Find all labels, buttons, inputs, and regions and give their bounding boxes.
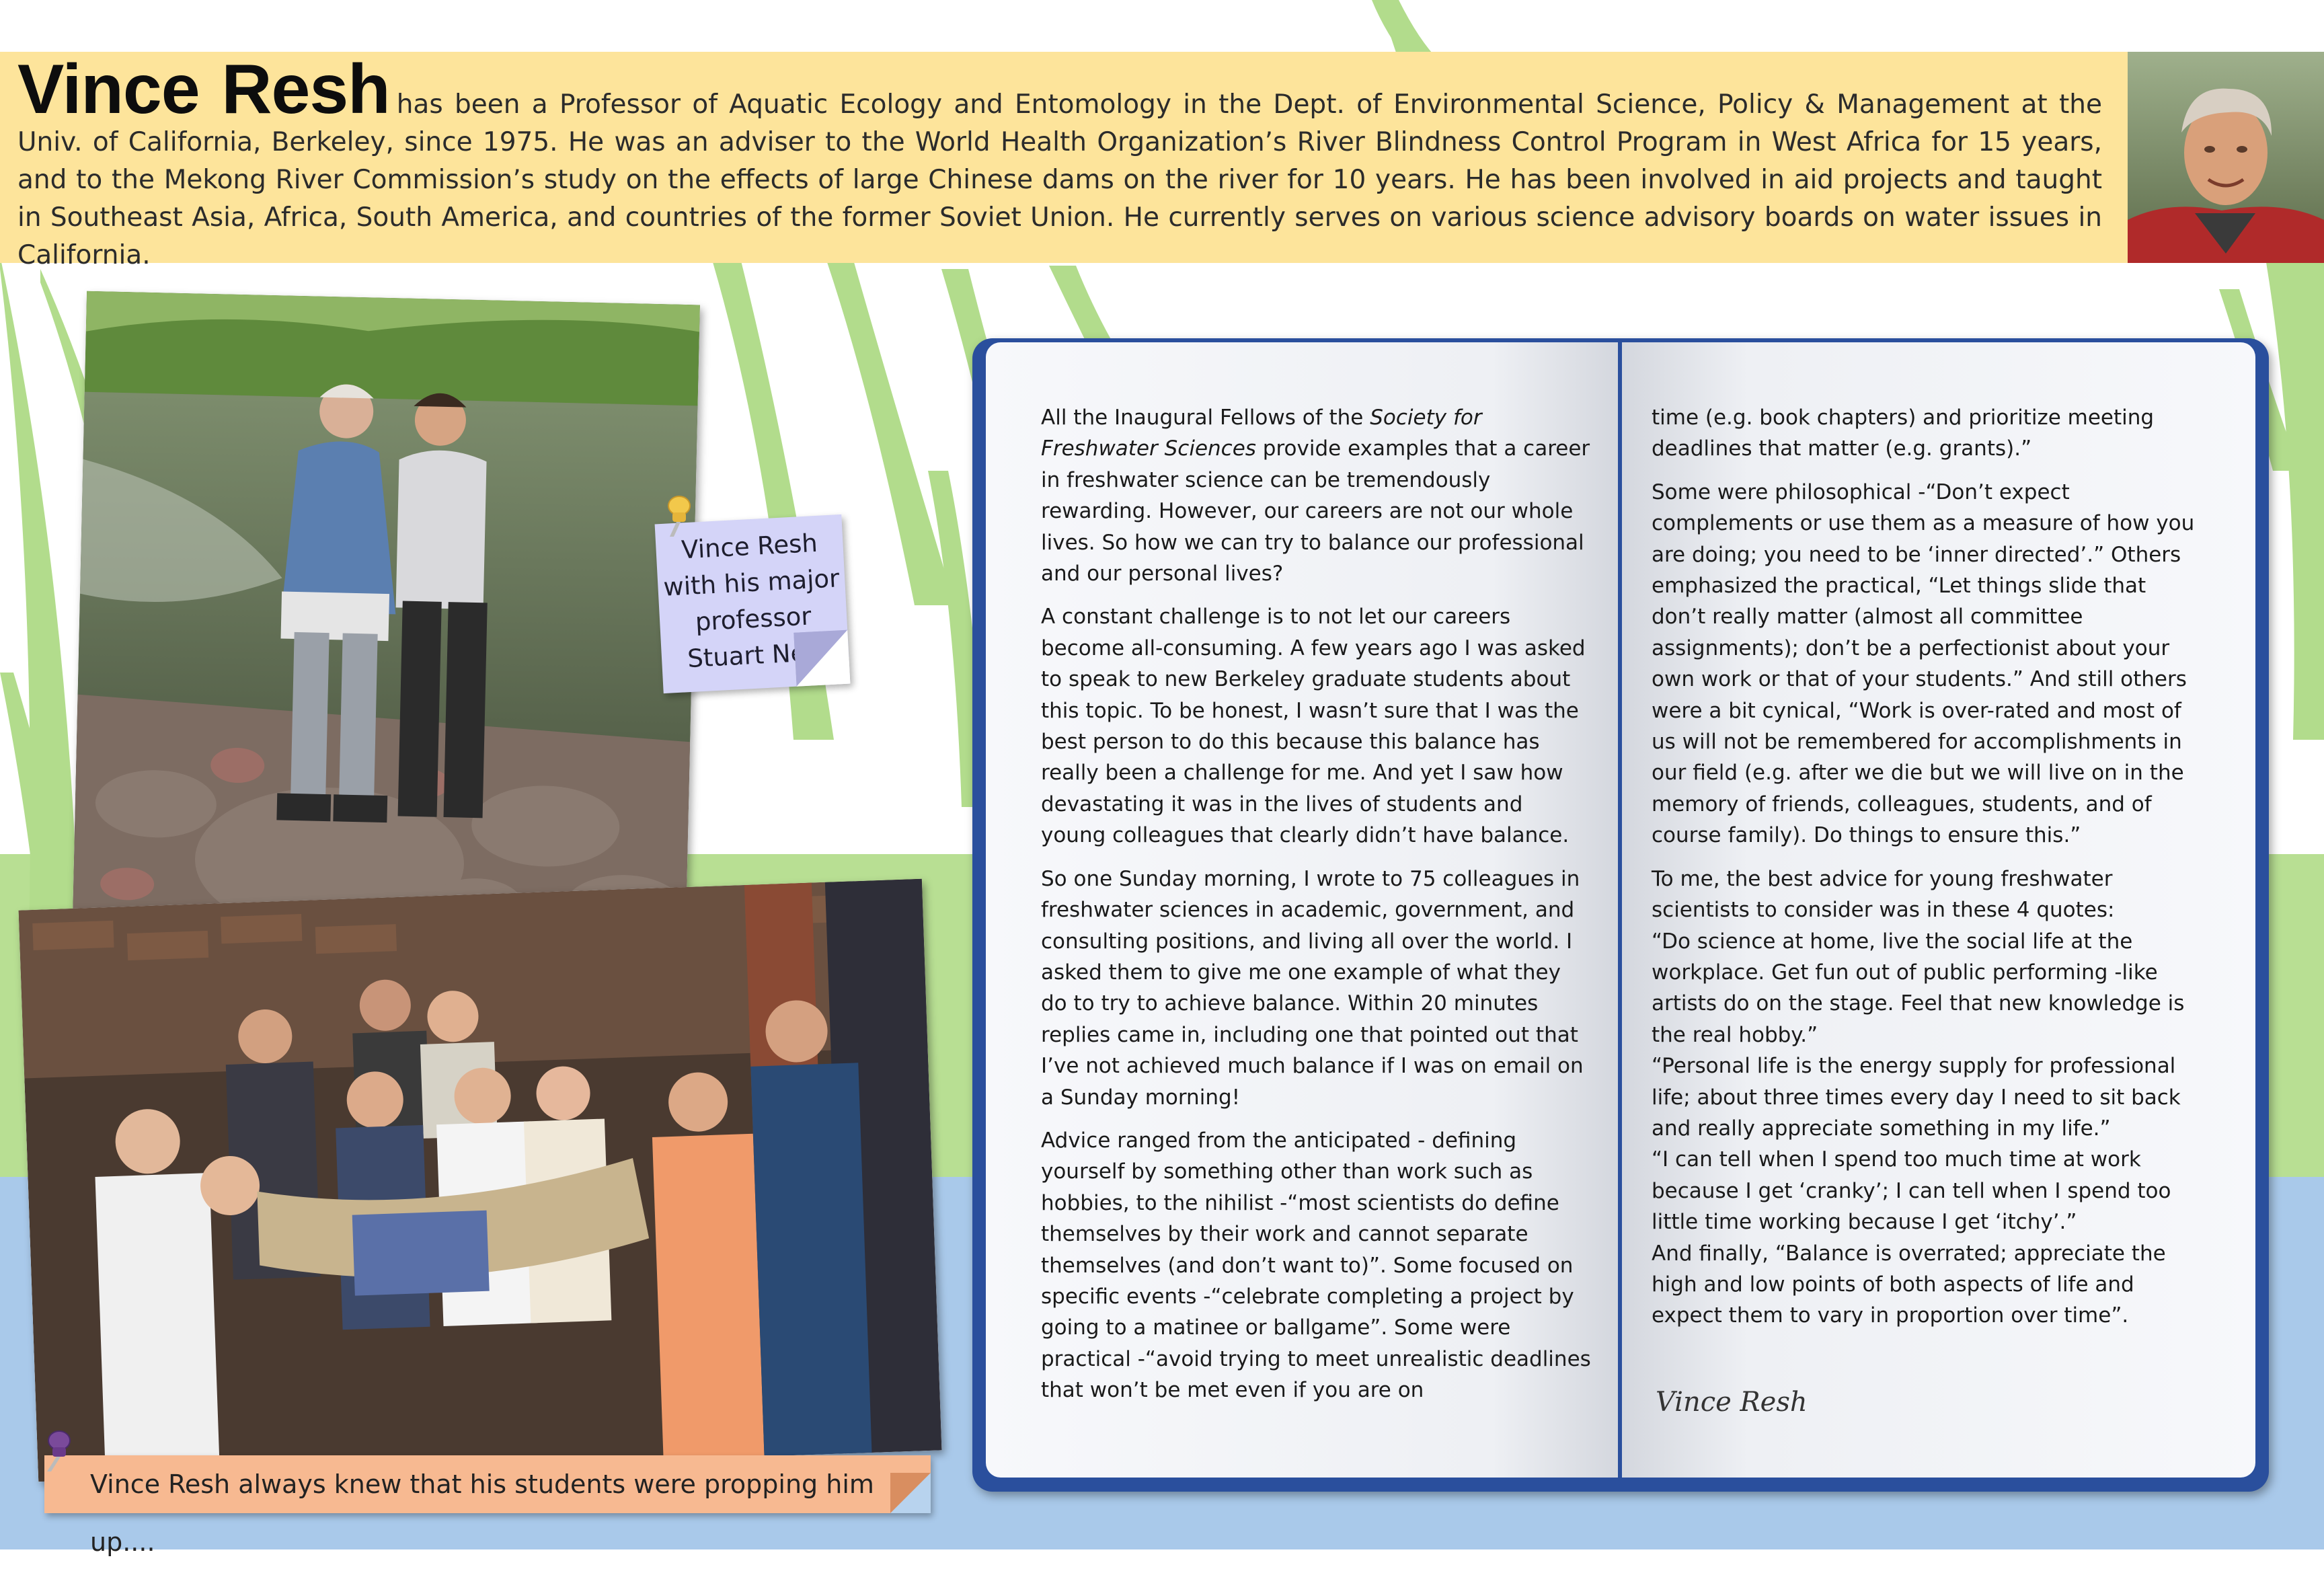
quote: And finally, “Balance is overrated; appreciate the high and low points of both aspects of life and expect them to vary in proportion over time”.: [1652, 1241, 2166, 1328]
photo-caption: [44, 1455, 931, 1557]
quotes-block: [1652, 864, 2203, 1332]
essay-paragraph: A constant challenge is to not let our careers become all-consuming. A few years ago I was asked to speak to new Berkeley graduate students about this topic. To be honest, I wasn’t sure that I was the best person to do this because this balance has really been a challenge for me. And yet I saw how devastating it was in the lives of students and young colleagues that clearly didn’t have balance.: [1041, 605, 1586, 848]
essay-paragraph: Advice ranged from the anticipated - defining yourself by something other than work such as hobbies, to the nihilist -“most scientists do define themselves by their work and cannot separate themselves (and don’t want to)”. Some focused on specific events -“celebrate completing a project by going to a matinee or ballgame”. Some were practical -“avoid trying to meet unrealistic deadlines that won’t be met even if you are on: [1041, 1128, 1591, 1403]
portrait-photo: [2128, 52, 2324, 263]
essay-text: provide examples that a career in freshwater science can be tremendously rewarding. However, our careers are not our whole lives. So how we can try to balance our professional and our personal lives?: [1041, 436, 1590, 586]
essay-paragraph: So one Sunday morning, I wrote to 75 colleagues in freshwater sciences in academic, government, and consulting positions, and living all over the world. I asked them to give me one example of what they do to try to achieve balance. Within 20 minutes replies came in, including one that pointed out that I’ve not achieved much balance if I was on email on a Sunday morning!: [1041, 866, 1584, 1110]
signature: Vince Resh: [1656, 1387, 1808, 1418]
quote: “Personal life is the energy supply for professional life; about three times every day I need to sit back and really appreciate something in my life.”: [1652, 1054, 2181, 1141]
quote: “Do science at home, live the social life at the workplace. Get fun out of public performing -like artists do on the stage. Feel that new knowledge is the real hobby.”: [1652, 929, 2185, 1047]
note-line: professor: [694, 601, 812, 637]
note-line: Stuart Neff: [687, 637, 824, 674]
essay-paragraph: Some were philosophical -“Don’t expect complements or use them as a measure of how you are doing; you need to be ‘inner directed’.” Others emphasized the practical, “Let things slide that don’t really matter (almost all committee assignments); don’t be a perfectionist about your own work or that of your students.” And still others were a bit cynical, “Work is over-rated and most of us will not be remembered for accomplishments in our field (e.g. after we die but we will live on in the memory of friends, colleagues, students, and of course family). Do things to ensure this.”: [1652, 480, 2195, 848]
essay-text: All the Inaugural Fellows of the: [1041, 406, 1370, 430]
yellow-pushpin-icon: [660, 494, 698, 539]
quotes-intro: To me, the best advice for young freshwater scientists to consider was in these 4 quotes:: [1652, 866, 2115, 923]
purple-pushpin-icon: [40, 1428, 78, 1474]
essay-column-left: [1041, 402, 1592, 1418]
quote: “I can tell when I spend too much time at work because I get ‘cranky’; I can tell when I spend too little time working because I get ‘itchy’.”: [1652, 1147, 2171, 1235]
society-name: Society for Freshwater Sciences: [1041, 406, 1482, 461]
note-line: with his major: [662, 564, 841, 602]
photo-note: [655, 514, 851, 693]
essay-column-right: [1652, 402, 2203, 1332]
bio-text: has been a Professor of Aquatic Ecology and Entomology in the Dept. of Environmental Science, Policy & Management at the Univ. of California, Berkeley, since 1975. He was an adviser to the World Health Organization’s River Blindness Control Program in West Africa for 15 years, and to the Mekong River Commission’s study on the effects of large Chinese dams on the river for 10 years. He has been involved in aid projects and taught in Southeast Asia, Africa, South America, and countries of the former Soviet Union. He currently serves on various science advisory boards on water issues in California.: [17, 89, 2103, 270]
note-fold-corner: [793, 630, 850, 687]
essay-paragraph: [1041, 402, 1592, 589]
photo-river-professor: [72, 291, 700, 958]
caption-text: Vince Resh always knew that his students were propping him up....: [90, 1469, 874, 1557]
caption-fold-corner: [890, 1473, 931, 1513]
photo-students-group: [19, 879, 942, 1482]
bio-paragraph: [17, 50, 2103, 274]
profile-name: Vince Resh: [17, 50, 390, 128]
note-line: Vince Resh: [681, 528, 818, 565]
essay-paragraph: time (e.g. book chapters) and prioritize meeting deadlines that matter (e.g. grants).”: [1652, 406, 2155, 461]
